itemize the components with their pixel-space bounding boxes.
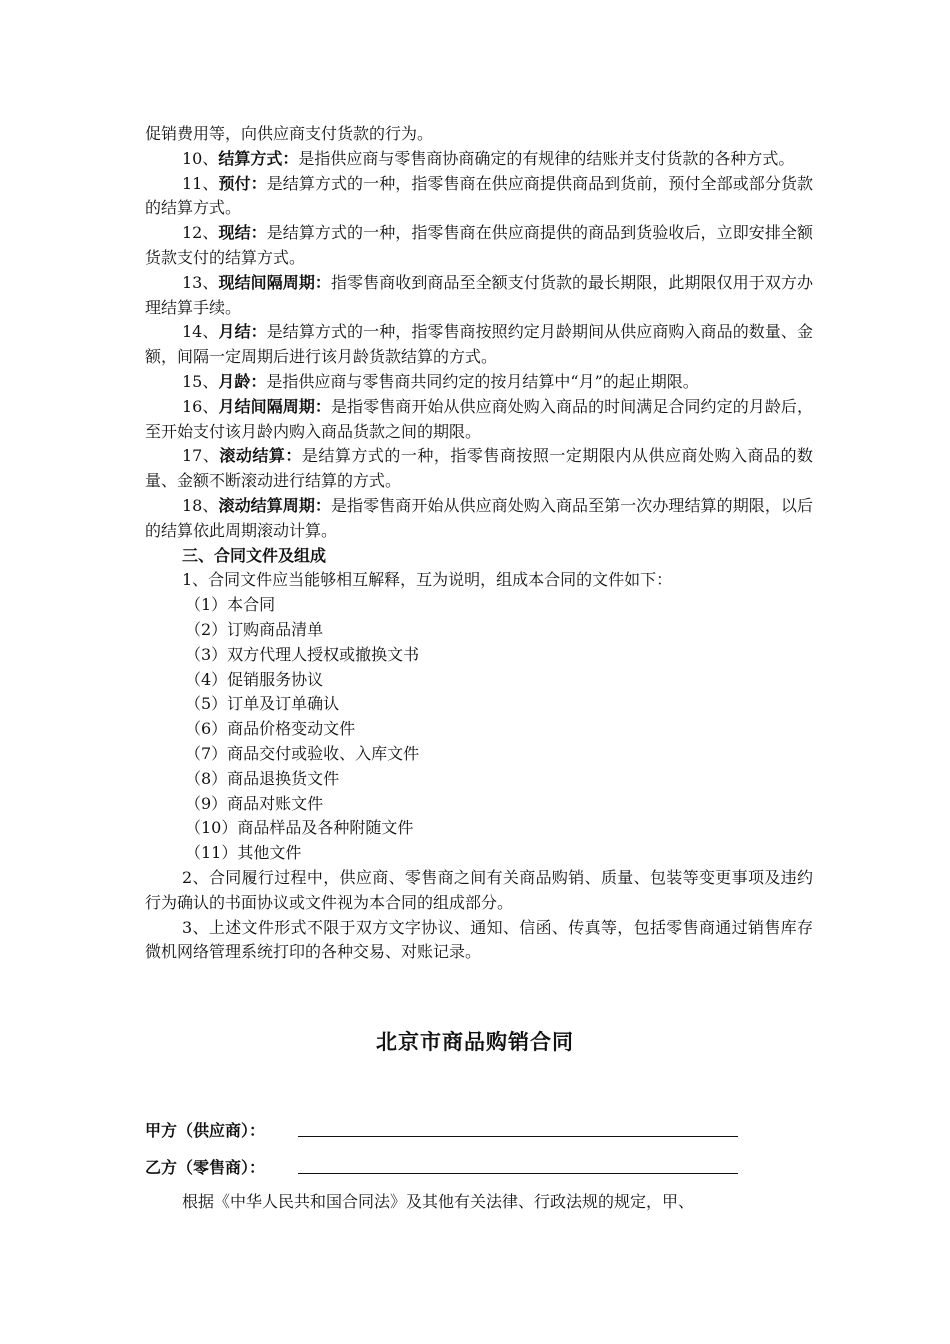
definition-term: 现结间隔周期：	[218, 272, 331, 292]
section-title: 三、合同文件及组成	[182, 545, 327, 565]
definition-item	[145, 320, 813, 370]
definition-number: 12、	[182, 223, 219, 243]
definition-number: 13、	[182, 272, 219, 292]
lead-line: 促销费用等，向供应商支付货款的行为。	[145, 124, 434, 143]
definition-item	[145, 494, 813, 544]
party-a-blank-line	[298, 1136, 738, 1137]
party-a-label: 甲方（供应商）：	[145, 1121, 266, 1140]
definition-item	[145, 147, 813, 172]
document-list-item: （2）订购商品清单	[185, 619, 324, 639]
section-paragraph-3: 3、上述文件形式不限于双方文字协议、通知、信函、传真等，包括零售商通过销售库存微机网络管理系统打印的各种交易、对账记录。	[145, 917, 813, 962]
definition-term: 月结间隔周期：	[218, 396, 331, 416]
document-list-item: （1）本合同	[185, 595, 276, 615]
definition-text: 是结算方式的一种，指零售商按照一定期限内从供应商处购入商品的数量、金额不断滚动进行结算的方式。	[145, 446, 813, 491]
definition-text: 是结算方式的一种，指零售商按照约定月龄期间从供应商购入商品的数量、金额，间隔一定周期后进行该月龄货款结算的方式。	[145, 322, 813, 367]
definition-item	[145, 271, 813, 321]
definition-text: 是结算方式的一种，指零售商在供应商提供商品到货前，预付全部或部分货款的结算方式。	[145, 173, 813, 218]
definition-term: 预付：	[218, 173, 267, 193]
contract-preamble: 根据《中华人民共和国合同法》及其他有关法律、行政法规的规定，甲、	[182, 1192, 695, 1211]
definition-item	[145, 370, 813, 395]
definition-number: 14、	[182, 322, 219, 342]
definition-text: 是指零售商开始从供应商处购入商品至第一次办理结算的期限，以后的结算依此周期滚动计算。	[145, 495, 813, 540]
document-list-item: （10）商品样品及各种附随文件	[185, 818, 414, 838]
definition-text: 指零售商收到商品至全额支付货款的最长期限，此期限仅用于双方办理结算手续。	[145, 272, 813, 317]
contract-title: 北京市商品购销合同	[376, 1030, 574, 1054]
definition-number: 16、	[182, 396, 219, 416]
definition-item	[145, 395, 813, 445]
definition-text: 是指零售商开始从供应商处购入商品的时间满足合同约定的月龄后，至开始支付该月龄内购入商品货款之间的期限。	[145, 396, 813, 441]
document-items-list	[145, 593, 813, 866]
document-list-item: （4）促销服务协议	[185, 669, 324, 689]
definition-text: 是指供应商与零售商协商确定的有规律的结账并支付货款的各种方式。	[298, 148, 795, 168]
definition-term: 现结：	[218, 223, 267, 243]
definition-number: 18、	[182, 495, 219, 515]
party-b-blank-line	[298, 1173, 738, 1174]
terms-body	[145, 122, 813, 965]
document-list-item: （3）双方代理人授权或撤换文书	[185, 644, 420, 664]
definition-number: 11、	[182, 173, 219, 193]
definition-text: 是指供应商与零售商共同约定的按月结算中“月”的起止期限。	[266, 371, 699, 391]
section-intro: 1、合同文件应当能够相互解释，互为说明，组成本合同的文件如下：	[182, 570, 673, 590]
definition-number: 17、	[182, 446, 220, 466]
definition-text: 是结算方式的一种，指零售商在供应商提供的商品到货验收后，立即安排全额货款支付的结算方式。	[145, 223, 813, 267]
definition-item	[145, 444, 813, 494]
party-b-label: 乙方（零售商）：	[145, 1158, 266, 1177]
document-list-item: （9）商品对账文件	[185, 793, 324, 813]
definition-term: 月龄：	[218, 371, 267, 391]
definition-number: 10、	[182, 148, 219, 168]
definition-term: 滚动结算：	[219, 446, 302, 466]
document-list-item: （8）商品退换货文件	[185, 768, 340, 788]
document-list-item: （11）其他文件	[185, 843, 302, 863]
definition-term: 结算方式：	[218, 148, 299, 168]
definition-term: 月结：	[218, 322, 267, 342]
definition-term: 滚动结算周期：	[218, 495, 331, 515]
document-list-item: （5）订单及订单确认	[185, 694, 340, 714]
document-list-item: （6）商品价格变动文件	[185, 719, 356, 739]
document-list-item: （7）商品交付或验收、入库文件	[185, 743, 420, 763]
definition-number: 15、	[182, 371, 219, 391]
section-paragraph-2: 2、合同履行过程中，供应商、零售商之间有关商品购销、质量、包装等变更事项及违约行为确认的书面协议或文件视为本合同的组成部分。	[145, 867, 813, 912]
definition-item	[145, 172, 813, 222]
definition-item	[145, 221, 813, 271]
definitions-list	[145, 147, 813, 544]
